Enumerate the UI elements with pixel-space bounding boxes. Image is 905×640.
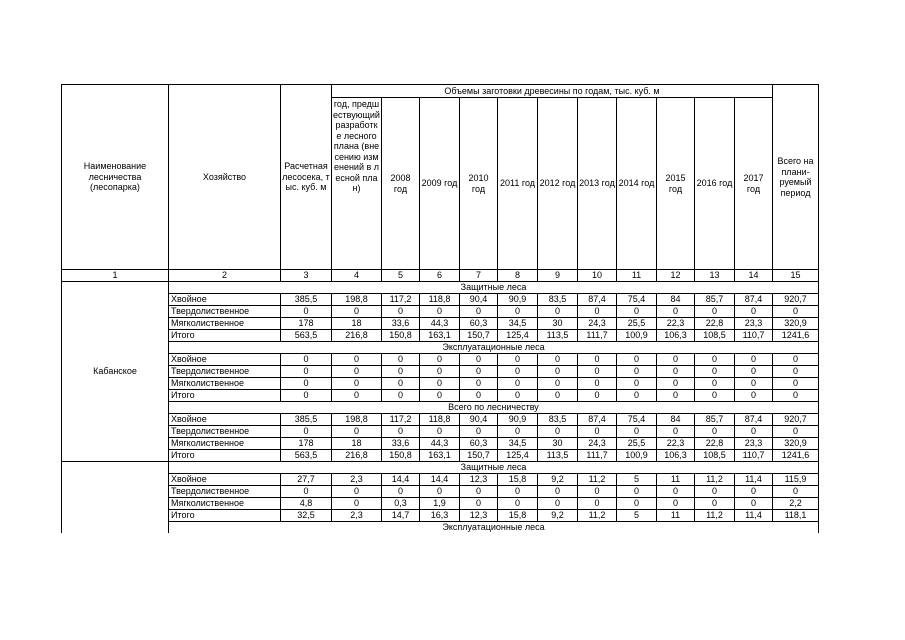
table-cell: 0	[773, 390, 819, 402]
section-title: Эксплуатационные леса	[169, 342, 819, 354]
table-cell: 0	[578, 426, 617, 438]
table-cell: 14,4	[420, 474, 460, 486]
table-cell: 385,5	[281, 294, 332, 306]
table-cell: 87,4	[578, 414, 617, 426]
table-cell: 0	[332, 306, 382, 318]
table-cell: 0	[332, 426, 382, 438]
table-cell: 0	[382, 486, 420, 498]
table-cell: 108,5	[695, 450, 735, 462]
table-cell: 385,5	[281, 414, 332, 426]
table-cell: 0	[281, 354, 332, 366]
table-cell: 150,7	[460, 450, 498, 462]
table-cell: 0	[578, 306, 617, 318]
farm-type: Итого	[169, 510, 281, 522]
table-cell: 0	[657, 390, 695, 402]
table-row	[62, 510, 819, 522]
table-cell: 83,5	[538, 294, 578, 306]
header-year: 2011 год	[498, 98, 538, 270]
column-number: 2	[169, 270, 281, 282]
table-cell: 178	[281, 438, 332, 450]
table-cell: 563,5	[281, 330, 332, 342]
table-cell: 23,3	[735, 438, 773, 450]
table-cell: 14,4	[382, 474, 420, 486]
section-row	[62, 282, 819, 294]
table-cell: 0	[735, 306, 773, 318]
column-number: 12	[657, 270, 695, 282]
table-cell: 22,3	[657, 318, 695, 330]
table-cell: 83,5	[538, 414, 578, 426]
table-cell: 216,8	[332, 330, 382, 342]
table-cell: 111,7	[578, 450, 617, 462]
table-cell: 44,3	[420, 318, 460, 330]
table-cell: 90,4	[460, 414, 498, 426]
table-cell: 0	[735, 498, 773, 510]
table-cell: 0	[617, 498, 657, 510]
section-title: Эксплуатационные леса	[169, 522, 819, 534]
farm-type: Мягколиственное	[169, 438, 281, 450]
table-cell: 118,8	[420, 414, 460, 426]
header-year: 2014 год	[617, 98, 657, 270]
table-cell: 9,2	[538, 510, 578, 522]
table-cell: 85,7	[695, 294, 735, 306]
table-row	[62, 426, 819, 438]
table-cell: 5	[617, 474, 657, 486]
table-cell: 150,7	[460, 330, 498, 342]
table-cell: 0	[657, 426, 695, 438]
table-cell: 0	[735, 354, 773, 366]
table-cell: 0	[735, 378, 773, 390]
table-cell: 117,2	[382, 294, 420, 306]
table-cell: 0	[281, 390, 332, 402]
table-cell: 0	[735, 390, 773, 402]
table-cell: 0	[538, 378, 578, 390]
table-cell: 0	[460, 306, 498, 318]
header-year: 2012 год	[538, 98, 578, 270]
table-cell: 100,9	[617, 330, 657, 342]
header-year: 2009 год	[420, 98, 460, 270]
table-cell: 113,5	[538, 330, 578, 342]
table-cell: 0	[773, 378, 819, 390]
table-cell: 30	[538, 438, 578, 450]
table-cell: 0	[420, 426, 460, 438]
table-cell: 90,4	[460, 294, 498, 306]
table-cell: 11	[657, 510, 695, 522]
table-cell: 0	[420, 366, 460, 378]
table-cell: 22,3	[657, 438, 695, 450]
table-row	[62, 498, 819, 510]
table-cell: 0	[735, 486, 773, 498]
table-cell: 118,1	[773, 510, 819, 522]
column-number: 4	[332, 270, 382, 282]
table-row	[62, 390, 819, 402]
table-cell: 0	[617, 354, 657, 366]
table-cell: 0	[617, 390, 657, 402]
column-number: 13	[695, 270, 735, 282]
table-cell: 0	[617, 306, 657, 318]
table-cell: 25,5	[617, 438, 657, 450]
section-row	[62, 522, 819, 534]
table-cell: 178	[281, 318, 332, 330]
header-total: Всего на плани-руемый период	[773, 85, 819, 270]
table-cell: 110,7	[735, 450, 773, 462]
table-cell: 0	[498, 390, 538, 402]
table-cell: 27,7	[281, 474, 332, 486]
table-cell: 1,9	[420, 498, 460, 510]
table-cell: 118,8	[420, 294, 460, 306]
table-cell: 0	[420, 306, 460, 318]
table-cell: 0	[578, 378, 617, 390]
table-cell: 0	[538, 486, 578, 498]
table-cell: 0	[538, 306, 578, 318]
header-year: 2016 год	[695, 98, 735, 270]
table-cell: 0	[332, 366, 382, 378]
table-row	[62, 366, 819, 378]
table-cell: 75,4	[617, 294, 657, 306]
table-cell: 11,2	[578, 510, 617, 522]
column-numbers-row	[62, 270, 819, 282]
table-cell: 84	[657, 294, 695, 306]
table-cell: 0	[773, 306, 819, 318]
table-cell: 0	[657, 498, 695, 510]
table-cell: 0	[460, 426, 498, 438]
table-cell: 16,3	[420, 510, 460, 522]
farm-type: Мягколиственное	[169, 498, 281, 510]
table-cell: 920,7	[773, 294, 819, 306]
table-cell: 0	[657, 366, 695, 378]
forestry-name	[62, 462, 169, 534]
table-cell: 113,5	[538, 450, 578, 462]
table-cell: 85,7	[695, 414, 735, 426]
column-number: 14	[735, 270, 773, 282]
column-number: 6	[420, 270, 460, 282]
table-cell: 0	[773, 426, 819, 438]
table-cell: 920,7	[773, 414, 819, 426]
table-cell: 11,4	[735, 510, 773, 522]
table-cell: 0	[695, 426, 735, 438]
table-cell: 25,5	[617, 318, 657, 330]
table-cell: 0	[773, 486, 819, 498]
farm-type: Итого	[169, 330, 281, 342]
table-cell: 0	[281, 378, 332, 390]
table-cell: 150,8	[382, 450, 420, 462]
table-cell: 0	[538, 354, 578, 366]
table-cell: 0	[382, 306, 420, 318]
table-row	[62, 378, 819, 390]
table-cell: 5	[617, 510, 657, 522]
section-row	[62, 342, 819, 354]
table-cell: 0	[420, 486, 460, 498]
table-cell: 0	[695, 354, 735, 366]
table-cell: 0	[773, 366, 819, 378]
table-cell: 18	[332, 438, 382, 450]
table-cell: 0	[695, 486, 735, 498]
table-cell: 90,9	[498, 414, 538, 426]
table-row	[62, 414, 819, 426]
table-cell: 198,8	[332, 414, 382, 426]
column-number: 9	[538, 270, 578, 282]
column-number: 3	[281, 270, 332, 282]
table-cell: 0	[617, 378, 657, 390]
table-cell: 0	[382, 354, 420, 366]
table-cell: 1241,6	[773, 330, 819, 342]
table-row	[62, 306, 819, 318]
header-farm: Хозяйство	[169, 85, 281, 270]
table-cell: 0	[460, 498, 498, 510]
header-year: 2008 год	[382, 98, 420, 270]
table-cell: 84	[657, 414, 695, 426]
column-number: 5	[382, 270, 420, 282]
table-cell: 0	[460, 486, 498, 498]
farm-type: Хвойное	[169, 414, 281, 426]
table-cell: 15,8	[498, 510, 538, 522]
table-cell: 0	[460, 354, 498, 366]
table-cell: 0	[460, 378, 498, 390]
harvest-volume-table-page	[61, 84, 819, 533]
table-cell: 0	[538, 498, 578, 510]
table-cell: 24,3	[578, 438, 617, 450]
table-cell: 111,7	[578, 330, 617, 342]
table-cell: 125,4	[498, 450, 538, 462]
farm-type: Хвойное	[169, 474, 281, 486]
table-cell: 33,6	[382, 318, 420, 330]
table-cell: 0	[578, 354, 617, 366]
table-cell: 14,7	[382, 510, 420, 522]
table-cell: 0	[498, 426, 538, 438]
header-year: 2015 год	[657, 98, 695, 270]
table-cell: 11,2	[695, 510, 735, 522]
table-cell: 44,3	[420, 438, 460, 450]
table-cell: 33,6	[382, 438, 420, 450]
section-title: Защитные леса	[169, 462, 819, 474]
table-cell: 0	[498, 354, 538, 366]
table-cell: 34,5	[498, 318, 538, 330]
table-cell: 87,4	[578, 294, 617, 306]
table-cell: 87,4	[735, 414, 773, 426]
table-cell: 4,8	[281, 498, 332, 510]
table-cell: 106,3	[657, 450, 695, 462]
table-cell: 0	[735, 366, 773, 378]
table-cell: 0	[578, 366, 617, 378]
table-cell: 0	[538, 390, 578, 402]
column-number: 7	[460, 270, 498, 282]
table-cell: 0	[578, 390, 617, 402]
section-row	[62, 402, 819, 414]
table-cell: 2,3	[332, 474, 382, 486]
section-title: Защитные леса	[169, 282, 819, 294]
table-cell: 563,5	[281, 450, 332, 462]
table-cell: 0	[498, 498, 538, 510]
column-number: 10	[578, 270, 617, 282]
table-cell: 106,3	[657, 330, 695, 342]
header-forestry: Наименование лесничества (лесопарка)	[62, 85, 169, 270]
table-row	[62, 474, 819, 486]
table-cell: 15,8	[498, 474, 538, 486]
table-cell: 0,3	[382, 498, 420, 510]
table-cell: 110,7	[735, 330, 773, 342]
table-cell: 125,4	[498, 330, 538, 342]
table-cell: 60,3	[460, 318, 498, 330]
table-cell: 22,8	[695, 438, 735, 450]
table-cell: 0	[281, 306, 332, 318]
header-year: 2017 год	[735, 98, 773, 270]
table-row	[62, 354, 819, 366]
table-cell: 0	[617, 366, 657, 378]
table-cell: 163,1	[420, 450, 460, 462]
table-cell: 0	[498, 306, 538, 318]
table-cell: 0	[420, 378, 460, 390]
section-title: Всего по лесничеству	[169, 402, 819, 414]
table-cell: 0	[617, 426, 657, 438]
table-cell: 11,4	[735, 474, 773, 486]
table-cell: 22,8	[695, 318, 735, 330]
table-cell: 0	[695, 306, 735, 318]
table-cell: 18	[332, 318, 382, 330]
table-cell: 87,4	[735, 294, 773, 306]
table-cell: 32,5	[281, 510, 332, 522]
table-cell: 0	[735, 426, 773, 438]
table-cell: 0	[773, 354, 819, 366]
table-cell: 198,8	[332, 294, 382, 306]
farm-type: Мягколиственное	[169, 378, 281, 390]
table-cell: 320,9	[773, 318, 819, 330]
farm-type: Твердолиственное	[169, 486, 281, 498]
table-cell: 0	[332, 498, 382, 510]
table-cell: 0	[382, 366, 420, 378]
table-cell: 0	[498, 486, 538, 498]
table-cell: 11,2	[695, 474, 735, 486]
table-cell: 0	[281, 426, 332, 438]
table-cell: 9,2	[538, 474, 578, 486]
column-number: 15	[773, 270, 819, 282]
table-cell: 0	[382, 390, 420, 402]
farm-type: Итого	[169, 450, 281, 462]
table-cell: 0	[695, 498, 735, 510]
table-row	[62, 438, 819, 450]
table-cell: 0	[657, 486, 695, 498]
farm-type: Твердолиственное	[169, 366, 281, 378]
table-cell: 0	[695, 390, 735, 402]
table-cell: 115,9	[773, 474, 819, 486]
table-cell: 163,1	[420, 330, 460, 342]
table-cell: 0	[498, 378, 538, 390]
harvest-volume-table	[61, 84, 819, 533]
table-cell: 0	[332, 354, 382, 366]
table-cell: 30	[538, 318, 578, 330]
header-volumes-group: Объемы заготовки древесины по годам, тыс. куб. м	[332, 85, 773, 98]
table-cell: 34,5	[498, 438, 538, 450]
farm-type: Хвойное	[169, 294, 281, 306]
table-cell: 0	[578, 498, 617, 510]
farm-type: Твердолиственное	[169, 306, 281, 318]
table-cell: 216,8	[332, 450, 382, 462]
table-cell: 0	[695, 366, 735, 378]
table-cell: 0	[332, 390, 382, 402]
table-cell: 0	[657, 354, 695, 366]
table-cell: 0	[538, 426, 578, 438]
farm-type: Хвойное	[169, 354, 281, 366]
table-cell: 0	[382, 426, 420, 438]
table-cell: 0	[695, 378, 735, 390]
table-cell: 0	[281, 486, 332, 498]
column-number: 1	[62, 270, 169, 282]
table-cell: 24,3	[578, 318, 617, 330]
table-row	[62, 318, 819, 330]
table-cell: 0	[578, 486, 617, 498]
header-cutting-area: Расчетная лесосека, тыс. куб. м	[281, 85, 332, 270]
table-row	[62, 294, 819, 306]
table-cell: 11,2	[578, 474, 617, 486]
table-cell: 0	[332, 486, 382, 498]
farm-type: Итого	[169, 390, 281, 402]
farm-type: Твердолиственное	[169, 426, 281, 438]
header-year: 2010 год	[460, 98, 498, 270]
table-cell: 23,3	[735, 318, 773, 330]
table-cell: 1241,6	[773, 450, 819, 462]
table-cell: 2,2	[773, 498, 819, 510]
column-number: 11	[617, 270, 657, 282]
table-cell: 0	[420, 390, 460, 402]
table-cell: 2,3	[332, 510, 382, 522]
table-cell: 0	[538, 366, 578, 378]
table-row	[62, 486, 819, 498]
column-number: 8	[498, 270, 538, 282]
table-cell: 0	[460, 366, 498, 378]
table-cell: 320,9	[773, 438, 819, 450]
table-cell: 0	[420, 354, 460, 366]
table-cell: 0	[617, 486, 657, 498]
farm-type: Мягколиственное	[169, 318, 281, 330]
table-cell: 0	[281, 366, 332, 378]
table-cell: 90,9	[498, 294, 538, 306]
header-year: 2013 год	[578, 98, 617, 270]
table-row	[62, 330, 819, 342]
table-cell: 60,3	[460, 438, 498, 450]
table-cell: 0	[657, 306, 695, 318]
table-cell: 150,8	[382, 330, 420, 342]
table-cell: 0	[657, 378, 695, 390]
table-row	[62, 450, 819, 462]
table-cell: 0	[382, 378, 420, 390]
table-cell: 12,3	[460, 474, 498, 486]
header-prior-year: год, предшествующий разработке лесного плана (внесению изменений в лесной план)	[332, 98, 382, 270]
table-cell: 108,5	[695, 330, 735, 342]
table-cell: 0	[460, 390, 498, 402]
forestry-name: Кабанское	[62, 282, 169, 462]
table-cell: 117,2	[382, 414, 420, 426]
table-cell: 0	[332, 378, 382, 390]
section-row	[62, 462, 819, 474]
table-cell: 100,9	[617, 450, 657, 462]
table-cell: 11	[657, 474, 695, 486]
table-cell: 12,3	[460, 510, 498, 522]
table-cell: 75,4	[617, 414, 657, 426]
table-cell: 0	[498, 366, 538, 378]
